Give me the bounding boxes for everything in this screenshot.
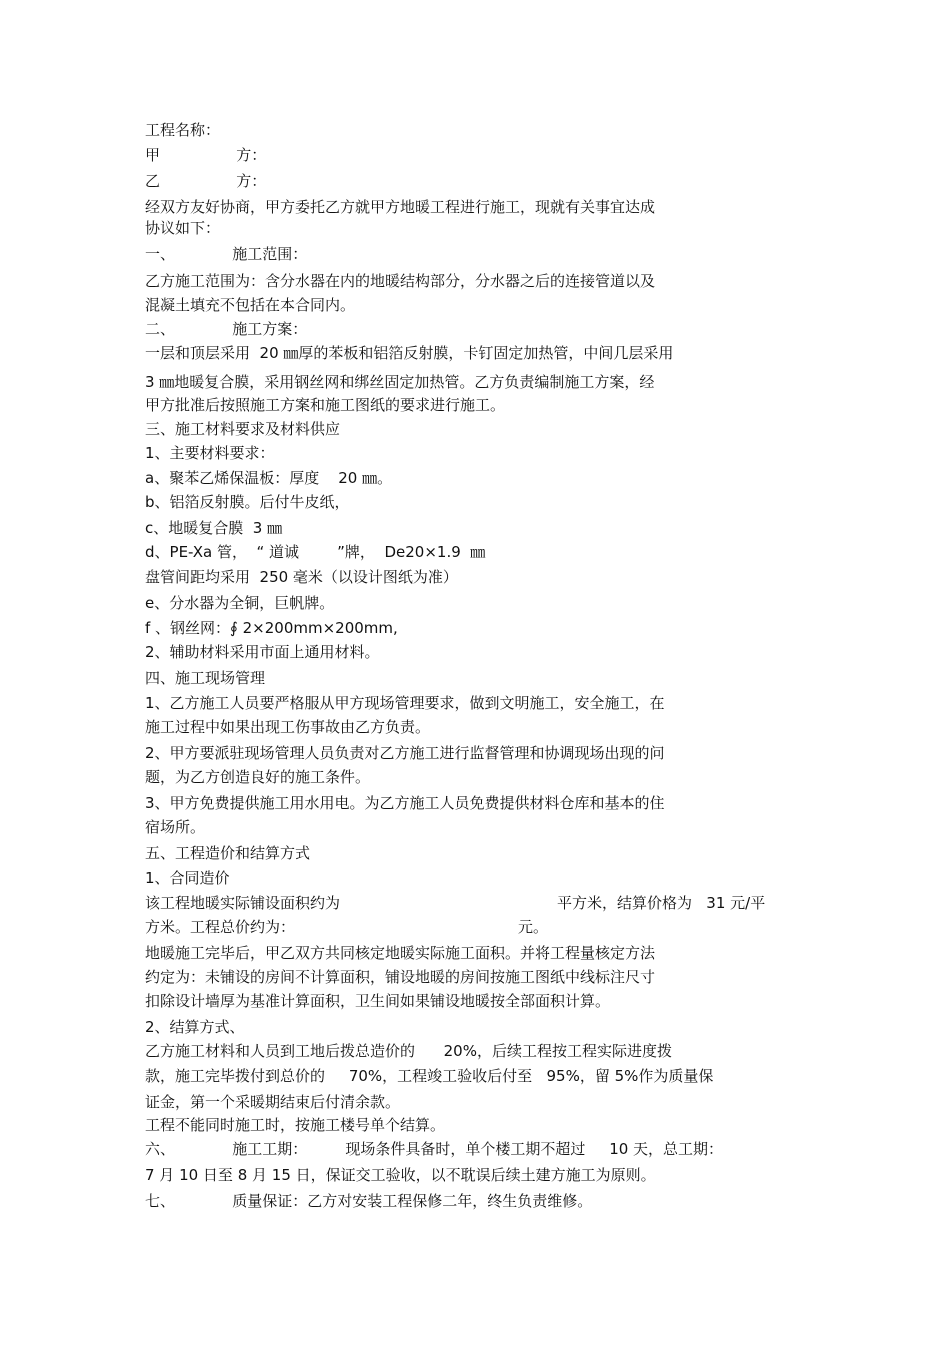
section-4-body: 题，为乙方创造良好的施工条件。 [145,768,371,786]
section-1-body: 混凝土填充不包括在本合同内。 [145,296,356,314]
area-line-end: 平方米，结算价格为 31 元/平 [557,894,766,912]
section-1-body: 乙方施工范围为：含分水器在内的地暖结构部分，分水器之后的连接管道以及 [145,272,656,290]
measure-line: 约定为：未铺设的房间不计算面积，铺设地暖的房间按施工图纸中线标注尺寸 [145,968,656,986]
area-line-start: 该工程地暖实际铺设面积约为 [145,894,341,912]
material-item: f 、钢丝网：∮ 2×200mm×200mm, [145,619,398,637]
material-item: 2、辅助材料采用市面上通用材料。 [145,643,380,661]
project-name-label: 工程名称： [145,121,221,139]
section-4-body: 宿场所。 [145,818,206,836]
section-4-title: 四、施工现场管理 [145,669,266,687]
section-5-title: 五、工程造价和结算方式 [145,844,311,862]
payment-line: 工程不能同时施工时，按施工楼号单个结算。 [145,1116,446,1134]
material-item: d、PE-Xa 管， “ 道诚 ”牌， De20×1.9 ㎜ [145,543,486,561]
material-item: 盘管间距均采用 250 毫米（以设计图纸为准） [145,568,458,586]
material-item: 1、主要材料要求： [145,444,275,462]
section-2-body: 3 ㎜地暖复合膜，采用钢丝网和绑丝固定加热管。乙方负责编制施工方案，经 [145,373,655,391]
total-line-end: 元。 [518,918,549,936]
measure-line: 地暖施工完毕后，甲乙双方共同核定地暖实际施工面积。并将工程量核定方法 [145,944,656,962]
section-4-body: 3、甲方免费提供施工用水用电。为乙方施工人员免费提供材料仓库和基本的住 [145,794,665,812]
party-a-label: 甲 方： [145,146,267,164]
section-6-title: 六、 施工工期： 现场条件具备时，单个楼工期不超过 10 天，总工期： [145,1140,724,1158]
section-5-subtitle: 2、结算方式、 [145,1018,245,1036]
payment-line: 证金，第一个采暖期结束后付清余款。 [145,1093,401,1111]
section-2-body: 甲方批准后按照施工方案和施工图纸的要求进行施工。 [145,396,506,414]
material-item: e、分水器为全铜，巨帆牌。 [145,594,335,612]
section-4-body: 施工过程中如果出现工伤事故由乙方负责。 [145,718,431,736]
section-2-body: 一层和顶层采用 20 ㎜厚的苯板和铝箔反射膜，卡钉固定加热管，中间几层采用 [145,344,674,362]
party-b-label: 乙 方： [145,172,267,190]
section-6-body: 7 月 10 日至 8 月 15 日，保证交工验收，以不耽误后续土建方施工为原则。 [145,1166,656,1184]
measure-line: 扣除设计墙厚为基准计算面积，卫生间如果铺设地暖按全部面积计算。 [145,992,611,1010]
material-item: c、地暖复合膜 3 ㎜ [145,519,283,537]
section-4-body: 1、乙方施工人员要严格服从甲方现场管理要求，做到文明施工，安全施工，在 [145,694,665,712]
section-5-subtitle: 1、合同造价 [145,869,230,887]
section-4-body: 2、甲方要派驻现场管理人员负责对乙方施工进行监督管理和协调现场出现的问 [145,744,665,762]
section-2-title: 二、 施工方案： [145,320,308,338]
payment-line: 款，施工完毕拨付到总价的 70%，工程竣工验收后付至 95%，留 5%作为质量保 [145,1067,714,1085]
section-3-title: 三、施工材料要求及材料供应 [145,420,341,438]
payment-line: 乙方施工材料和人员到工地后拨总造价的 20%，后续工程按工程实际进度拨 [145,1042,672,1060]
total-line-start: 方米。工程总价约为： [145,918,296,936]
intro-line: 经双方友好协商，甲方委托乙方就甲方地暖工程进行施工，现就有关事宜达成 [145,198,656,216]
material-item: a、聚苯乙烯保温板：厚度 20 ㎜。 [145,469,393,487]
section-1-title: 一、 施工范围： [145,245,308,263]
material-item: b、铝箔反射膜。后付牛皮纸， [145,493,350,511]
intro-line: 协议如下： [145,219,221,237]
section-7-title: 七、 质量保证：乙方对安装工程保修二年，终生负责维修。 [145,1192,593,1210]
